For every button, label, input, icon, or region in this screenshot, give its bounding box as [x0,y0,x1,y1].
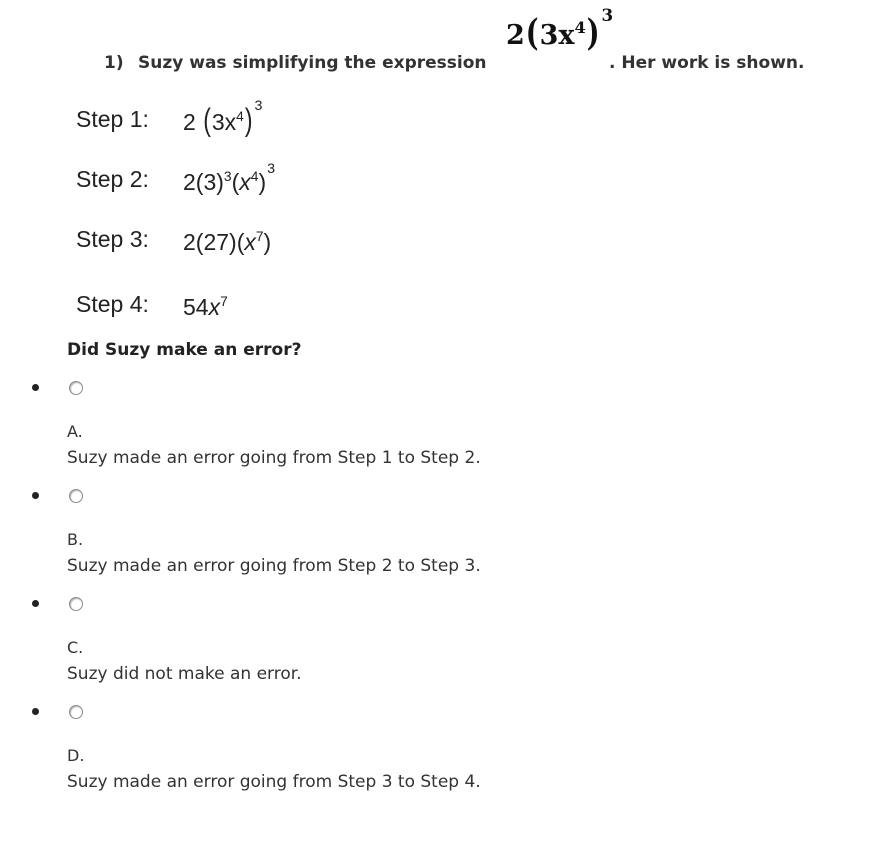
bullet-icon [32,708,39,715]
choice-b-radio[interactable] [69,489,83,503]
choice-letter: D. [67,746,85,765]
choice-d-radio[interactable] [69,705,83,719]
choice-text: Suzy did not make an error. [67,664,302,684]
expr-coefficient: 2 [506,20,525,51]
bullet-icon [32,600,39,607]
step-expression: 2(3) $^3$ ( x $^4$ ) 3 [183,161,276,195]
expr-inner-exponent: 4 [574,18,586,38]
choice-text: Suzy made an error going from Step 3 to Step 4. [67,772,481,792]
choice-text: Suzy made an error going from Step 2 to Step 3. [67,556,481,576]
step-inner-exponent: 4 [250,169,259,185]
choice-letter: C. [67,638,84,657]
step-label: Step 2: [76,166,149,192]
step-exponent: 7 [220,294,228,310]
bullet-icon [32,492,39,499]
question-number: 1) [104,53,124,73]
step-label: Step 3: [76,226,149,252]
choice-a-radio[interactable] [69,381,83,395]
step-label: Step 4: [76,291,149,317]
choice-text: Suzy made an error going from Step 1 to Step 2. [67,448,481,468]
question-expression: 2 ( 3x $^4$ ) 3 [506,5,614,55]
bullet-icon [32,384,39,391]
step-label: Step 1: [76,106,149,132]
choice-a[interactable] [0,376,884,476]
choice-letter: B. [67,530,84,549]
step-variable: x [244,229,256,255]
expr-outer-exponent: 3 [601,5,614,26]
question-text: Suzy was simplifying the expression [138,53,487,73]
choice-letter: A. [67,422,83,441]
choice-d[interactable] [0,700,884,800]
step-expression [183,216,271,256]
question-prompt: Did Suzy make an error? [67,340,302,360]
step-close-paren: ) [263,229,272,255]
step-coefficient: 2 [183,109,196,135]
step-expression: 2 ( 3x $^4$ ) 3 [183,97,263,138]
step-coefficient-exponent: 3 [223,169,232,185]
question-suffix: . Her work is shown. [609,53,805,73]
step-base: 3x [211,109,237,135]
choice-c[interactable] [0,592,884,692]
step-inner-exponent: 4 [236,109,244,125]
step-variable: x [208,294,221,320]
step-coefficient: 2(27)( [183,229,245,255]
choice-b[interactable] [0,484,884,584]
question-header [104,5,864,80]
step-outer-exponent: 3 [254,97,263,114]
step-exponent: 7 [255,229,264,245]
expr-base: 3x [539,20,575,51]
step-variable: x [239,169,251,195]
choice-c-radio[interactable] [69,597,83,611]
step-coefficient: 2(3) [183,169,224,195]
step-expression [183,281,228,321]
step-coefficient: 54 [183,294,209,320]
step-outer-exponent: 3 [267,161,276,178]
